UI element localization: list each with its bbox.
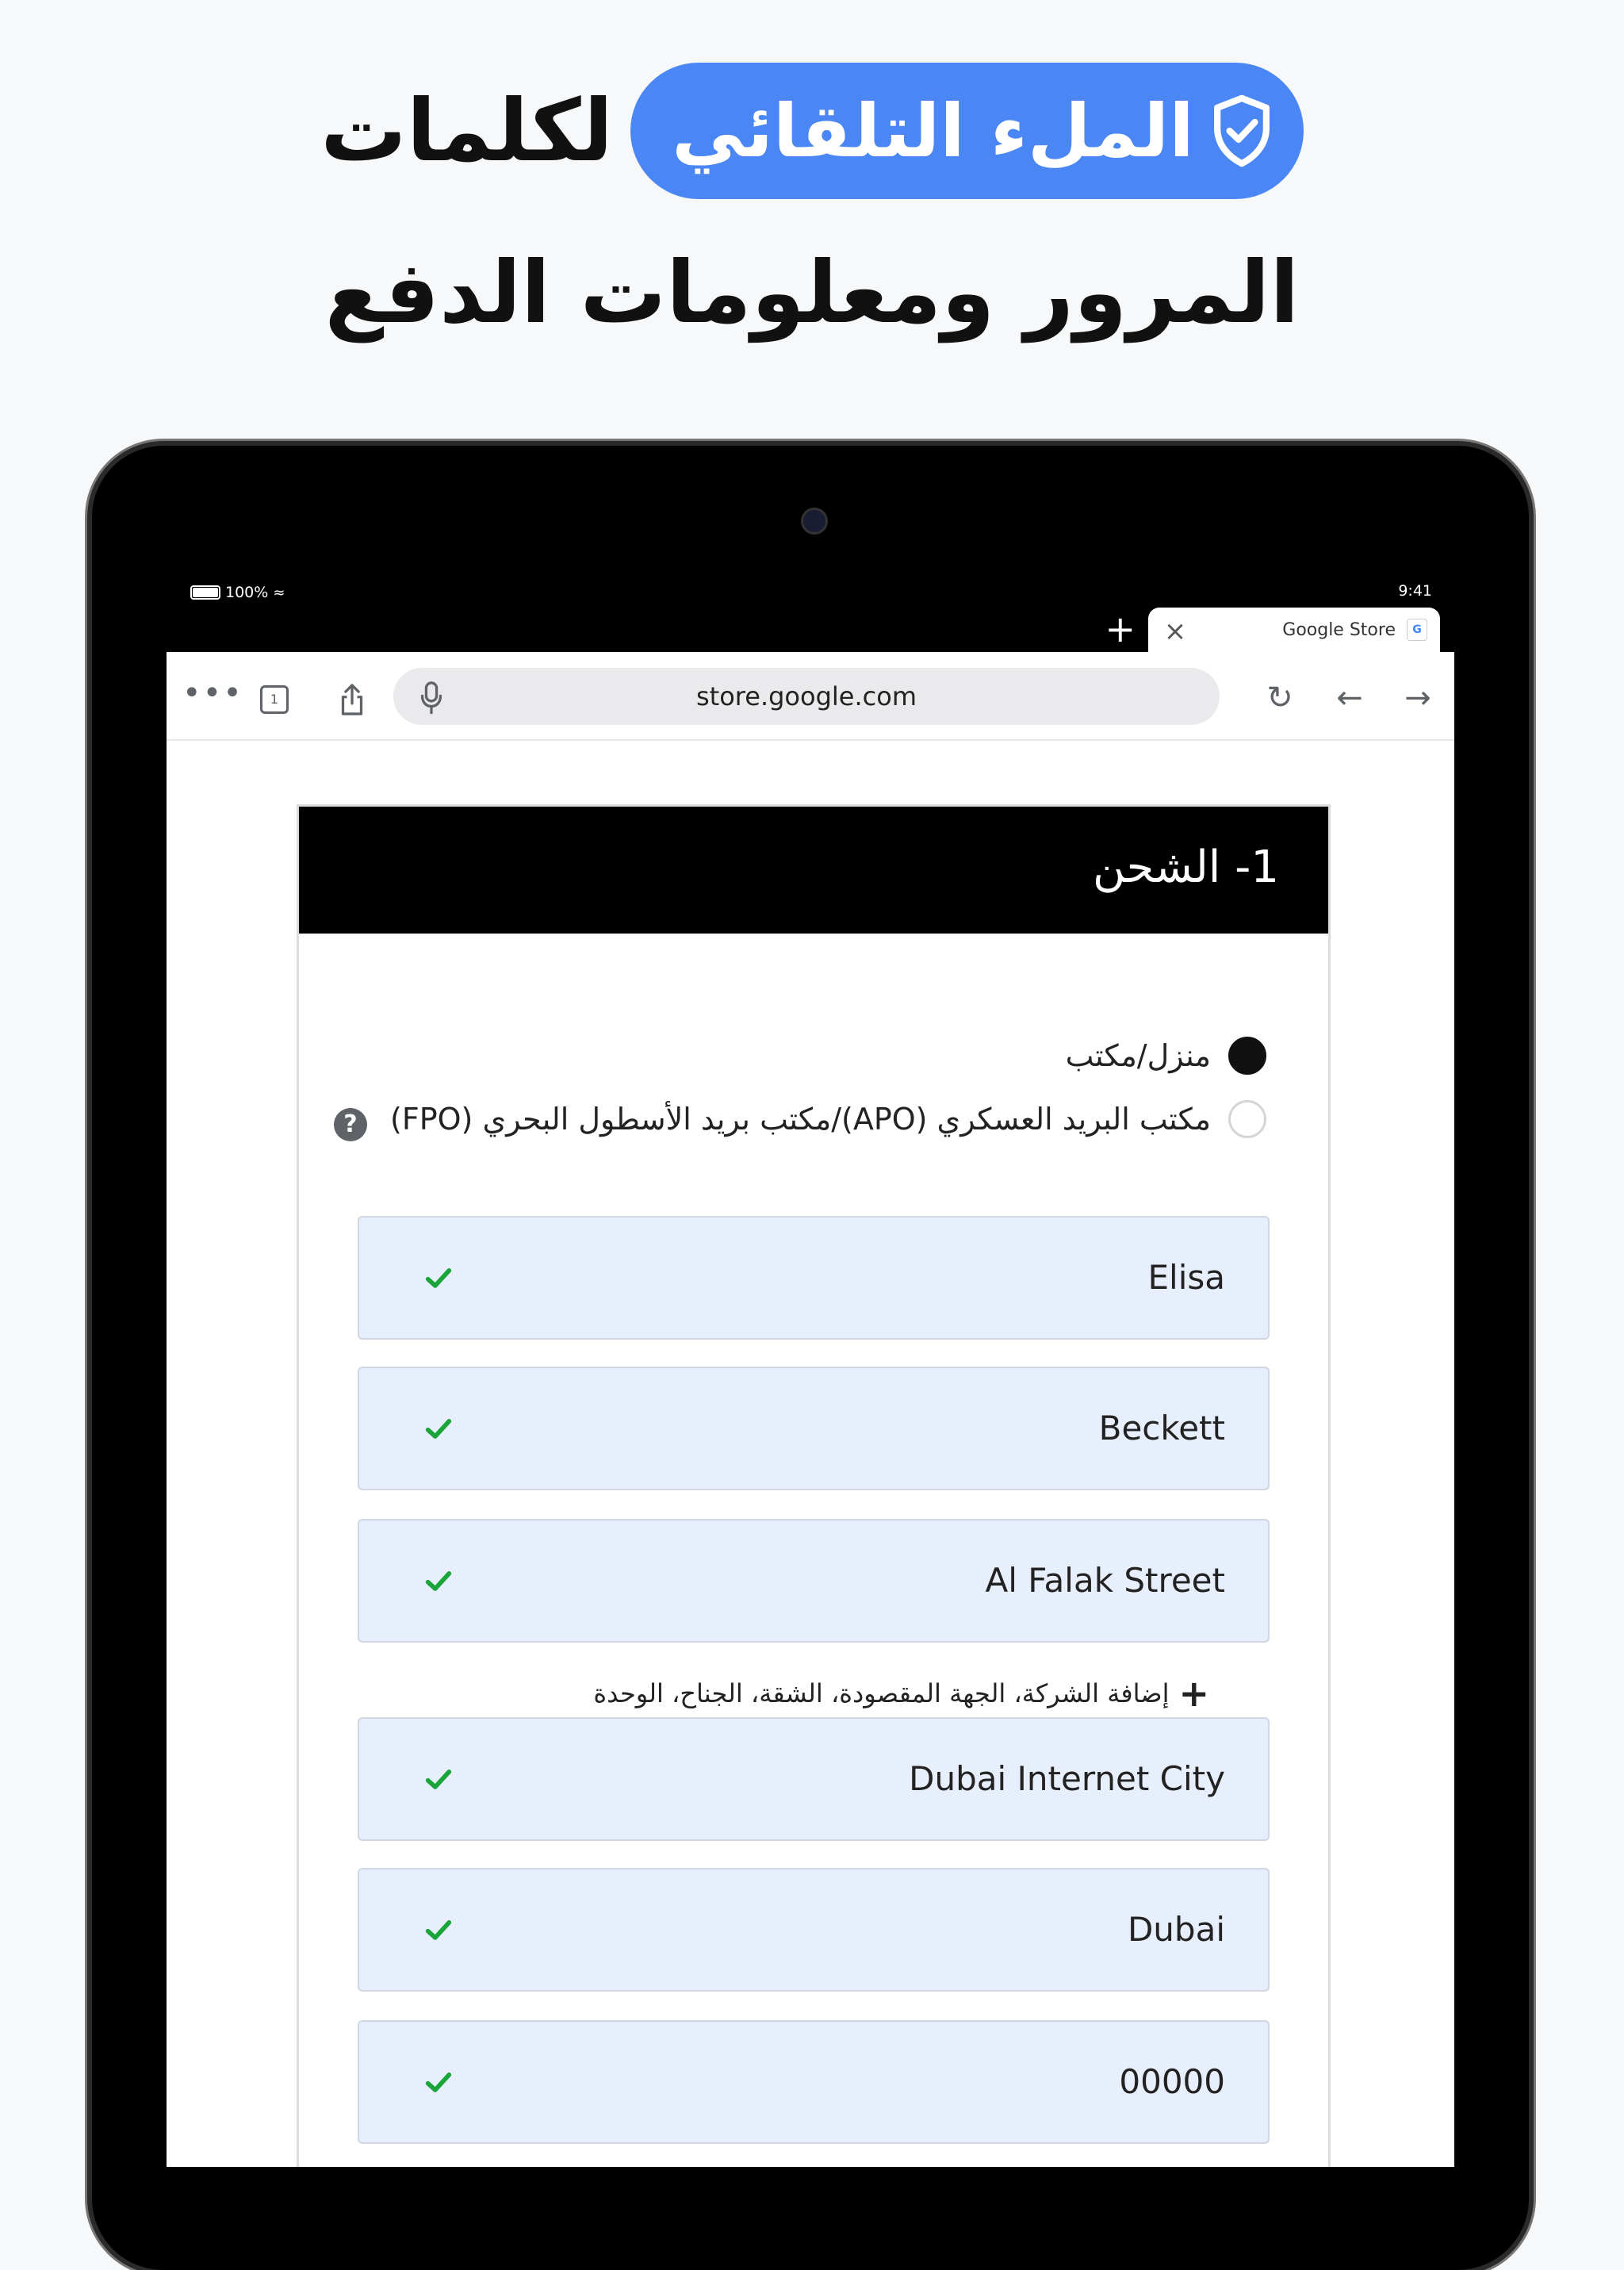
headline-line-2: المرور ومعلومات الدفع (324, 243, 1300, 343)
plus-icon: + (1178, 1672, 1209, 1715)
check-icon (423, 1262, 454, 1294)
tab-count: 1 (260, 685, 289, 714)
postal-code-field[interactable] (358, 2020, 1270, 2144)
radio-unselected-icon[interactable] (1228, 1100, 1266, 1138)
city-field[interactable] (358, 1868, 1270, 1992)
new-tab-button[interactable]: + (1105, 608, 1136, 650)
promo-headline (0, 56, 1624, 357)
add-address-line-label: إضافة الشركة، الجهة المقصودة، الشقة، الجناح، الوحدة (593, 1678, 1170, 1708)
address-type-label: منزل/مكتب (1065, 1038, 1211, 1073)
battery-level: 100% (225, 584, 269, 601)
address-type-home-office[interactable] (1066, 1037, 1266, 1075)
first-name-field[interactable] (358, 1216, 1270, 1340)
browser-tab[interactable] (1148, 608, 1440, 657)
close-tab-icon[interactable]: × (1163, 615, 1187, 647)
headline-word: لكلمات (320, 81, 614, 181)
headline-line-1 (0, 56, 1624, 206)
status-time: 9:41 (1398, 582, 1432, 600)
forward-arrow-icon[interactable]: → (1404, 680, 1431, 716)
last-name-field[interactable] (358, 1367, 1270, 1490)
check-icon (423, 1763, 454, 1795)
more-options-icon[interactable]: ••• (182, 675, 243, 711)
field-value: Dubai (1127, 1910, 1225, 1949)
section-title: 1- الشحن (1092, 842, 1279, 893)
url-text: store.google.com (696, 681, 917, 711)
battery-icon (190, 585, 220, 600)
autofill-pill (630, 63, 1304, 199)
shipping-form-card (297, 804, 1331, 2167)
field-value: Beckett (1098, 1409, 1225, 1448)
reload-icon[interactable]: ↻ (1266, 680, 1293, 716)
section-header (299, 807, 1328, 934)
field-value: Al Falak Street (985, 1561, 1225, 1600)
wifi-icon: ≈ (273, 584, 285, 601)
field-value: Dubai Internet City (909, 1759, 1225, 1798)
field-value: Elisa (1147, 1258, 1225, 1297)
browser-toolbar (167, 657, 1454, 741)
tab-switcher-button[interactable] (254, 677, 295, 719)
address-type-apo-fpo[interactable] (390, 1100, 1266, 1138)
autofill-pill-text: الملء التلقائي (672, 88, 1194, 174)
field-value: 00000 (1119, 2062, 1225, 2101)
google-favicon-icon: G (1407, 619, 1427, 641)
back-arrow-icon[interactable]: ← (1336, 680, 1363, 716)
address-bar[interactable] (393, 668, 1220, 725)
status-bar (167, 573, 1454, 652)
share-icon[interactable] (331, 677, 373, 719)
district-field[interactable] (358, 1717, 1270, 1841)
check-icon (423, 1565, 454, 1597)
tablet-screen (167, 573, 1454, 2167)
street-address-field[interactable] (358, 1519, 1270, 1643)
status-left (190, 584, 285, 601)
shield-check-icon (1208, 93, 1275, 169)
check-icon (423, 1914, 454, 1946)
radio-selected-icon[interactable] (1228, 1037, 1266, 1075)
tab-title: Google Store (1282, 620, 1396, 640)
check-icon (423, 1413, 454, 1444)
front-camera (801, 508, 828, 535)
help-icon[interactable]: ? (334, 1108, 367, 1141)
add-address-line-link[interactable] (593, 1672, 1209, 1715)
check-icon (423, 2066, 454, 2098)
address-type-label: مكتب البريد العسكري (APO)/مكتب بريد الأسطول البحري (FPO) (390, 1102, 1211, 1137)
